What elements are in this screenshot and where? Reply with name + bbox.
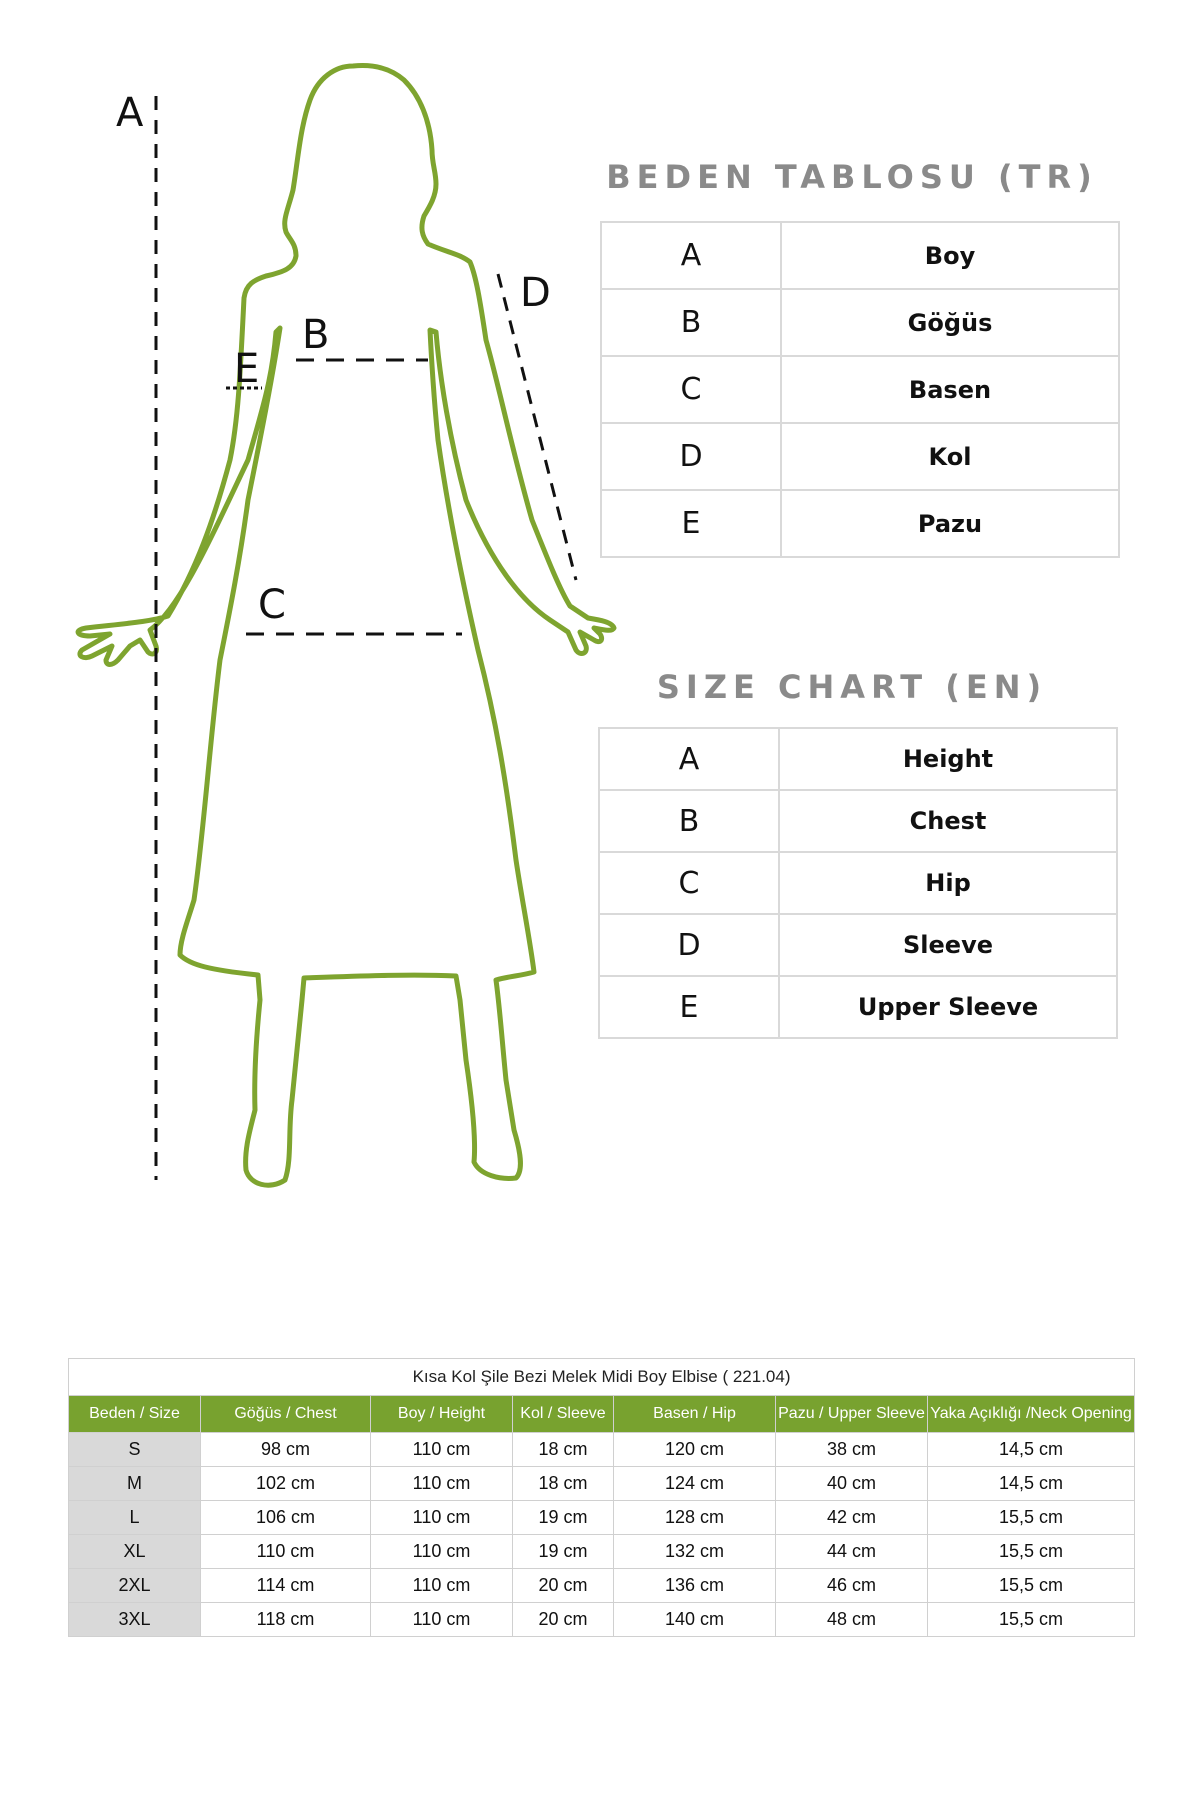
column-header: Basen / Hip (614, 1396, 776, 1433)
size-cell: S (69, 1433, 201, 1467)
measurement-cell: 128 cm (614, 1501, 776, 1535)
legend-term: Upper Sleeve (779, 976, 1117, 1038)
table-header-row (69, 1396, 1135, 1433)
size-cell: XL (69, 1535, 201, 1569)
table-row (69, 1535, 1135, 1569)
measurement-cell: 19 cm (513, 1501, 614, 1535)
size-measurement-table (68, 1358, 1135, 1637)
legend-term: Height (779, 728, 1117, 790)
measurement-cell: 44 cm (776, 1535, 928, 1569)
measurement-cell: 110 cm (371, 1467, 513, 1501)
legend-code: D (599, 914, 779, 976)
legend-row (601, 356, 1119, 423)
measurement-cell: 102 cm (201, 1467, 371, 1501)
legend-row (601, 490, 1119, 557)
legend-code: E (599, 976, 779, 1038)
table-caption: Kısa Kol Şile Bezi Melek Midi Boy Elbise ( 221.04) (69, 1359, 1135, 1396)
column-header: Yaka Açıklığı /Neck Opening (928, 1396, 1135, 1433)
measurement-cell: 132 cm (614, 1535, 776, 1569)
measurement-cell: 106 cm (201, 1501, 371, 1535)
legend-code: A (599, 728, 779, 790)
legend-term: Pazu (781, 490, 1119, 557)
legend-term: Sleeve (779, 914, 1117, 976)
size-cell: M (69, 1467, 201, 1501)
measurement-cell: 124 cm (614, 1467, 776, 1501)
measurement-cell: 110 cm (371, 1535, 513, 1569)
legend-code: C (599, 852, 779, 914)
measurement-cell: 120 cm (614, 1433, 776, 1467)
measurement-cell: 15,5 cm (928, 1569, 1135, 1603)
size-cell: 3XL (69, 1603, 201, 1637)
table-row (69, 1433, 1135, 1467)
legend-code: D (601, 423, 781, 490)
column-header: Beden / Size (69, 1396, 201, 1433)
legend-term: Kol (781, 423, 1119, 490)
legend-row (599, 976, 1117, 1038)
legend-row (601, 222, 1119, 289)
measurement-cell: 110 cm (371, 1433, 513, 1467)
legend-code: A (601, 222, 781, 289)
measurement-cell: 98 cm (201, 1433, 371, 1467)
silhouette-outline (78, 66, 614, 1186)
table-row (69, 1467, 1135, 1501)
legend-code: B (599, 790, 779, 852)
legend-term: Göğüs (781, 289, 1119, 356)
measurement-cell: 15,5 cm (928, 1535, 1135, 1569)
legend-tr-table (600, 221, 1120, 558)
legend-en-table (598, 727, 1118, 1039)
legend-code: B (601, 289, 781, 356)
legend-row (601, 423, 1119, 490)
table-row (69, 1569, 1135, 1603)
column-header: Göğüs / Chest (201, 1396, 371, 1433)
measurement-cell: 110 cm (371, 1569, 513, 1603)
measurement-cell: 20 cm (513, 1569, 614, 1603)
measurement-cell: 38 cm (776, 1433, 928, 1467)
measurement-cell: 46 cm (776, 1569, 928, 1603)
legend-tr-title: BEDEN TABLOSU (TR) (606, 158, 1098, 196)
size-cell: 2XL (69, 1569, 201, 1603)
measurement-cell: 19 cm (513, 1535, 614, 1569)
measurement-cell: 15,5 cm (928, 1603, 1135, 1637)
measurement-cell: 48 cm (776, 1603, 928, 1637)
measurement-cell: 136 cm (614, 1569, 776, 1603)
legend-row (599, 790, 1117, 852)
measurement-cell: 18 cm (513, 1433, 614, 1467)
measurement-cell: 15,5 cm (928, 1501, 1135, 1535)
measurement-cell: 114 cm (201, 1569, 371, 1603)
measurement-cell: 14,5 cm (928, 1433, 1135, 1467)
measurement-cell: 110 cm (201, 1535, 371, 1569)
measurement-cell: 18 cm (513, 1467, 614, 1501)
measurement-cell: 140 cm (614, 1603, 776, 1637)
legend-term: Boy (781, 222, 1119, 289)
column-header: Kol / Sleeve (513, 1396, 614, 1433)
size-cell: L (69, 1501, 201, 1535)
label-b: B (302, 312, 330, 358)
table-row (69, 1603, 1135, 1637)
column-header: Pazu / Upper Sleeve (776, 1396, 928, 1433)
table-row (69, 1501, 1135, 1535)
measurement-cell: 118 cm (201, 1603, 371, 1637)
measurement-cell: 42 cm (776, 1501, 928, 1535)
legend-term: Hip (779, 852, 1117, 914)
legend-row (599, 914, 1117, 976)
label-a: A (116, 90, 144, 136)
measurement-cell: 110 cm (371, 1501, 513, 1535)
legend-row (601, 289, 1119, 356)
measurement-cell: 20 cm (513, 1603, 614, 1637)
measurement-cell: 110 cm (371, 1603, 513, 1637)
measurement-cell: 40 cm (776, 1467, 928, 1501)
legend-code: E (601, 490, 781, 557)
legend-term: Basen (781, 356, 1119, 423)
label-e: E (234, 346, 260, 392)
measurement-cell: 14,5 cm (928, 1467, 1135, 1501)
legend-en-title: SIZE CHART (EN) (656, 668, 1048, 706)
legend-code: C (601, 356, 781, 423)
column-header: Boy / Height (371, 1396, 513, 1433)
label-d: D (520, 270, 551, 316)
legend-term: Chest (779, 790, 1117, 852)
legend-row (599, 728, 1117, 790)
legend-row (599, 852, 1117, 914)
label-c: C (258, 582, 286, 628)
